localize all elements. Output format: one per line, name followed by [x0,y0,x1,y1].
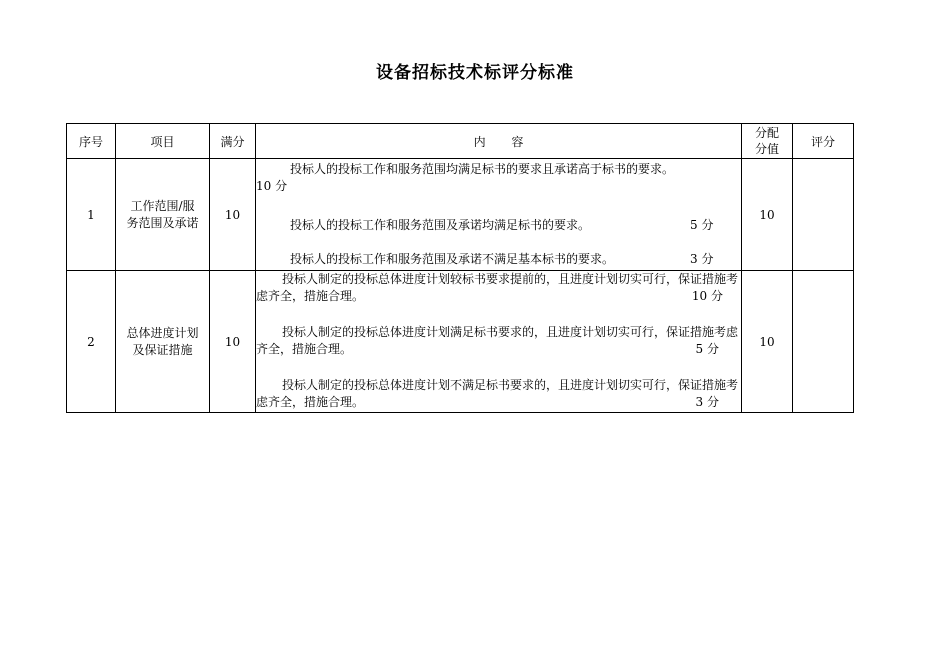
header-content [256,124,742,159]
header-full-score: 满分 [210,124,256,159]
scoring-table [66,123,854,413]
table-row [67,271,854,413]
criterion [256,271,741,305]
criterion-text: 投标人制定的投标总体进度计划不满足标书要求的，且进度计划切实可行，保证措施考虑齐全，措施合理。 [256,378,739,409]
row-rating-cell[interactable] [793,271,854,413]
criterion-text: 投标人的投标工作和服务范围及承诺不满足基本标书的要求。 [290,252,615,266]
header-seq: 序号 [67,124,116,159]
criterion-score: 10 分 [256,179,288,193]
header-rating: 评分 [793,124,854,159]
row-item-line2: 务范围及承诺 [126,215,199,230]
row-seq: 1 [67,159,116,271]
criterion [256,161,741,195]
header-item: 项目 [116,124,210,159]
criterion-score: 3 分 [695,395,719,409]
row-full-score: 10 [210,159,256,271]
criterion [256,324,741,358]
criterion [256,377,741,411]
header-content-label: 内 容 [473,134,524,149]
header-weight [742,124,793,159]
criterion-text: 投标人制定的投标总体进度计划较标书要求提前的，且进度计划切实可行，保证措施考虑齐全，措施合理。 [256,272,739,303]
document-title: 设备招标技术标评分标准 [376,63,574,83]
criterion-text: 投标人的投标工作和服务范围均满足标书的要求且承诺高于标书的要求。 [290,162,675,176]
row-full-score: 10 [210,271,256,413]
criterion [256,217,741,234]
row-weight: 10 [742,271,793,413]
header-weight-line1: 分配 [754,126,779,140]
row-seq: 2 [67,271,116,413]
row-rating-cell[interactable] [793,159,854,271]
row-item [116,159,210,271]
criterion-score: 3 分 [690,252,714,266]
criterion-text: 投标人的投标工作和服务范围及承诺均满足标书的要求。 [290,218,591,232]
row-content [256,159,742,271]
criterion-score: 10 分 [691,289,723,303]
header-weight-line2: 分值 [754,142,779,156]
header-row [67,124,854,159]
row-item-line1: 工作范围/服 [130,198,195,213]
row-item [116,271,210,413]
row-content [256,271,742,413]
criterion [256,251,741,268]
row-item-line1: 总体进度计划 [126,325,199,340]
criterion-score: 5 分 [695,342,719,356]
row-weight: 10 [742,159,793,271]
row-item-line2: 及保证措施 [132,342,193,357]
criterion-score: 5 分 [690,218,714,232]
table-row [67,159,854,271]
criterion-text: 投标人制定的投标总体进度计划满足标书要求的，且进度计划切实可行，保证措施考虑齐全，措施合理。 [256,325,739,356]
